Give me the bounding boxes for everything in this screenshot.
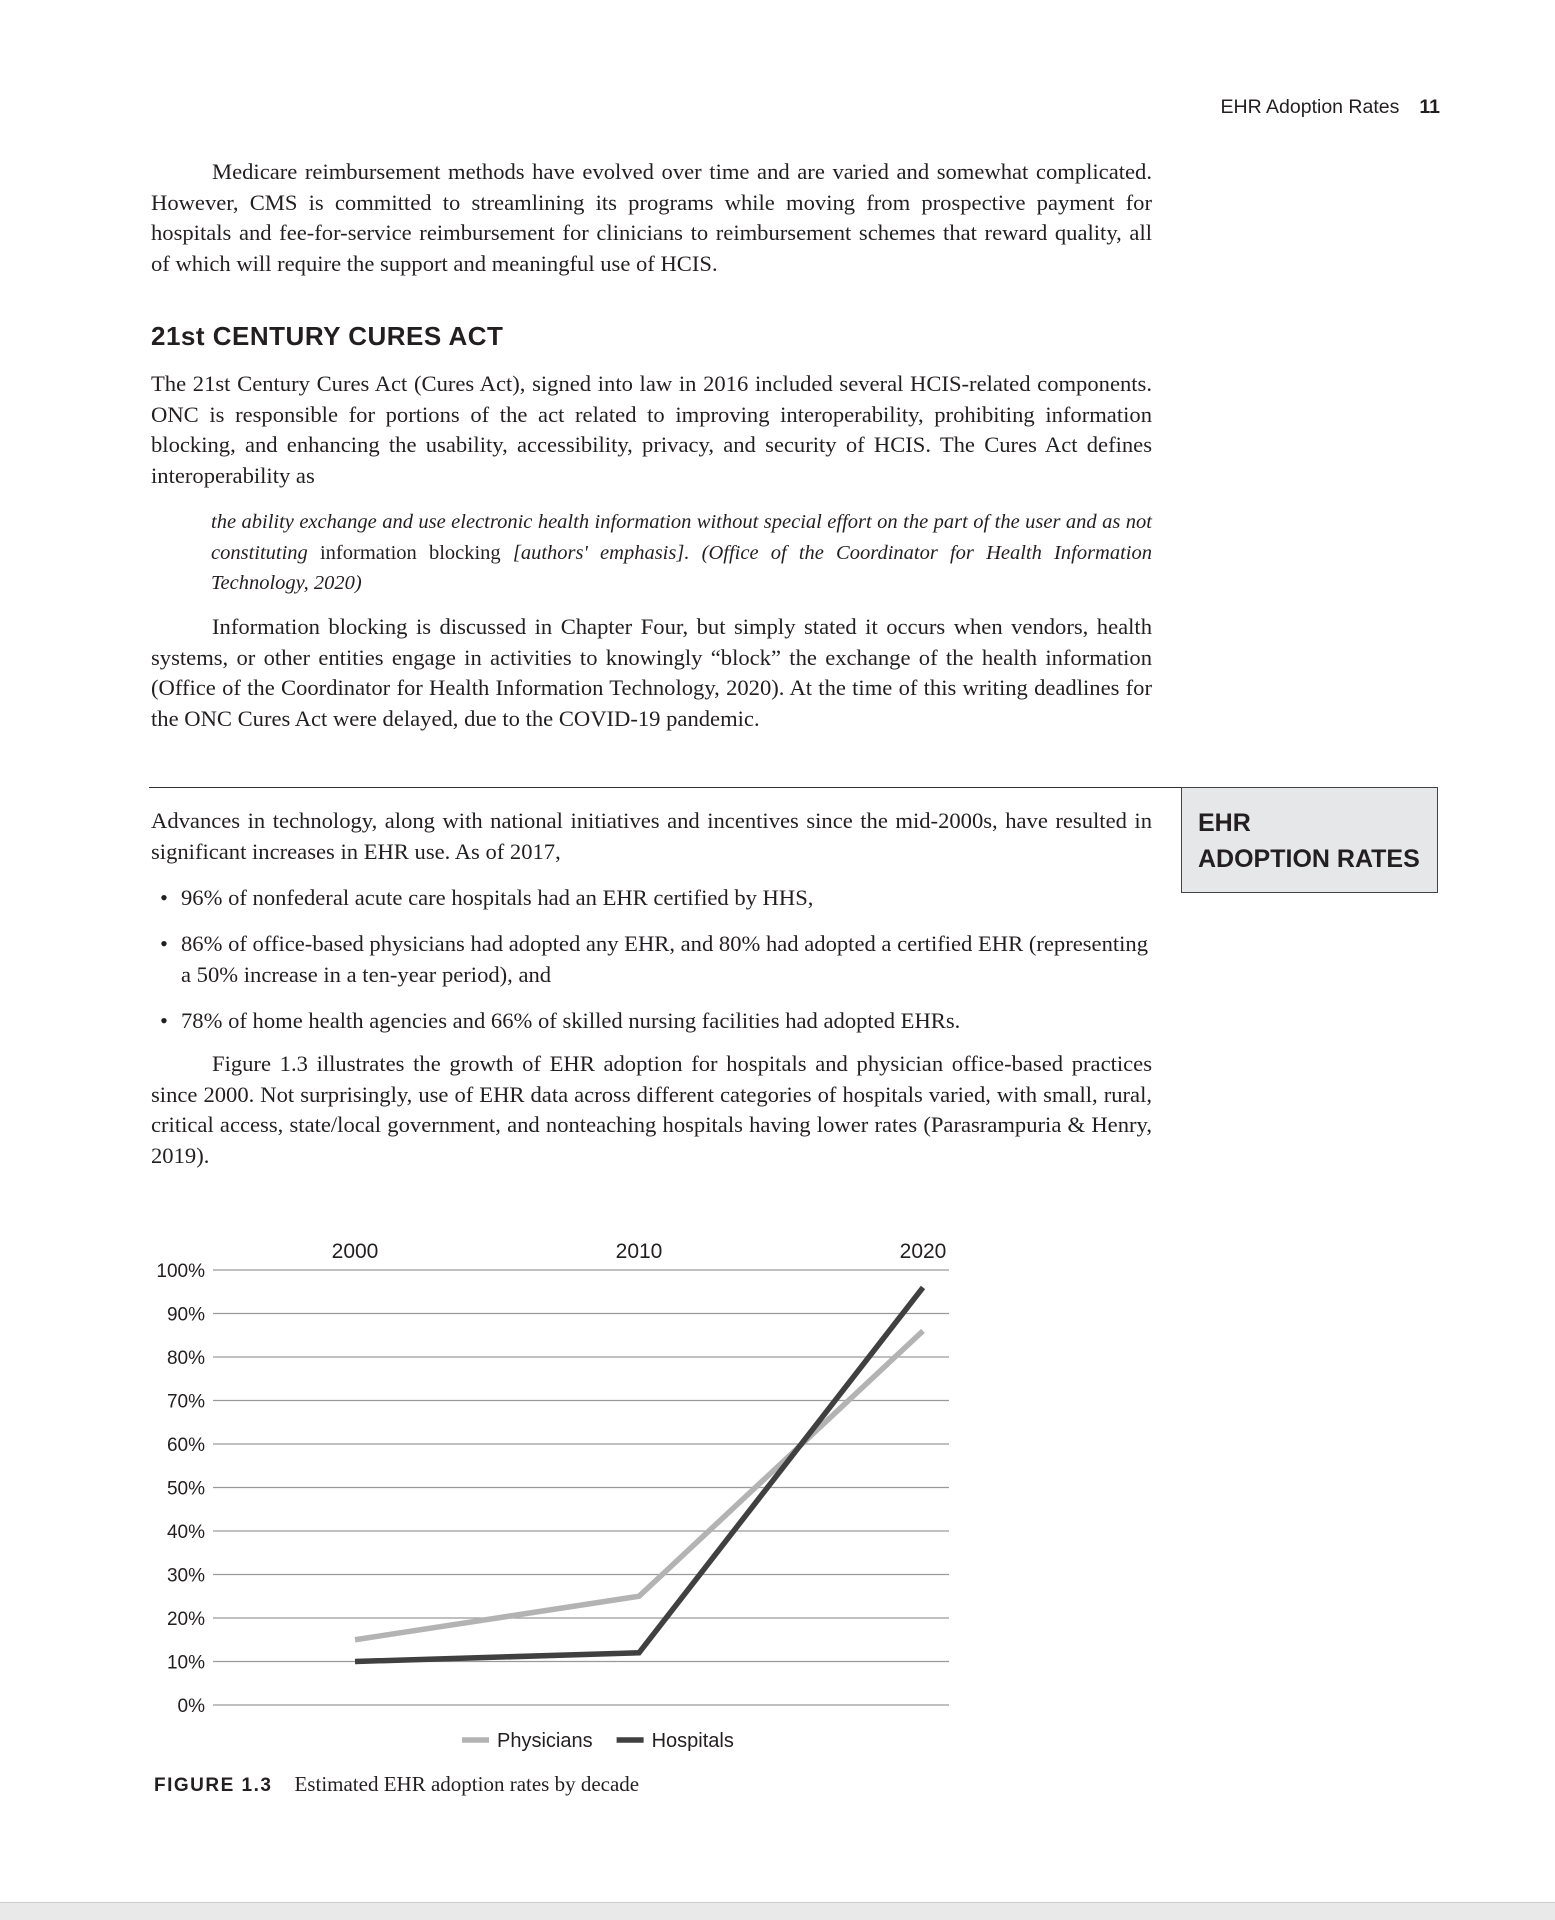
running-title: EHR Adoption Rates xyxy=(1220,96,1400,118)
margin-heading-line2: ADOPTION RATES xyxy=(1198,845,1420,873)
y-tick-label: 80% xyxy=(166,1348,205,1369)
y-tick-label: 70% xyxy=(166,1391,205,1413)
legend-label-physicians: Physicians xyxy=(497,1730,593,1752)
y-tick-label: 40% xyxy=(166,1522,205,1543)
quote-emphasis: information blocking xyxy=(307,541,513,564)
paragraph-advances: Advances in technology, along with national initiatives and incentives since the mid-2000s, have resulted in significant increases in EHR use. As of 2017, xyxy=(151,808,1152,864)
y-tick-label: 50% xyxy=(166,1478,205,1500)
series-line-hospitals xyxy=(355,1287,923,1661)
x-tick-label: 2020 xyxy=(899,1240,947,1263)
y-tick-label: 0% xyxy=(177,1696,205,1717)
y-tick-label: 90% xyxy=(166,1304,205,1326)
page-bottom-edge xyxy=(0,1902,1555,1920)
x-tick-label: 2010 xyxy=(615,1240,663,1263)
paragraph-information-blocking: Information blocking is discussed in Chapter Four, but simply stated it occurs when vendors, health systems, or other entities engage in activities to knowingly “block” the exchange of the health information (Office of the Coordinator for Health Information Technology, 2020). At the time of this writing deadlines for the ONC Cures Act were delayed, due to the COVID-19 pandemic. xyxy=(151,614,1152,731)
margin-heading-line1: EHR xyxy=(1198,809,1251,837)
list-item: • 86% of office-based physicians had adopted any EHR, and 80% had adopted a certified EHR (representing a 50% increase in a ten-year period), and xyxy=(151,929,1152,990)
quote-part: the ability exchange and use electronic health information without special effort on the part of the user and as not constituting xyxy=(211,511,1152,564)
paragraph-medicare: Medicare reimbursement methods have evolved over time and are varied and somewhat complicated. However, CMS is committed to streamlining its programs while moving from prospective payment for hospitals and fee-for-service reimbursement for clinicians to reimbursement schemes that reward quality, all of which will require the support and meaningful use of HCIS. xyxy=(151,159,1152,276)
y-tick-label: 20% xyxy=(166,1609,205,1630)
x-tick-label: 2000 xyxy=(331,1240,379,1263)
figure-caption xyxy=(154,1772,639,1797)
y-tick-label: 100% xyxy=(156,1261,205,1282)
page-number: 11 xyxy=(1419,96,1440,118)
figure-label: FIGURE 1.3 xyxy=(154,1775,273,1796)
legend-label-hospitals: Hospitals xyxy=(651,1730,734,1752)
y-tick-label: 60% xyxy=(166,1435,205,1456)
section-heading: 21st CENTURY CURES ACT xyxy=(151,321,504,351)
y-tick-label: 30% xyxy=(166,1565,205,1587)
paragraph-figure-intro: Figure 1.3 illustrates the growth of EHR adoption for hospitals and physician office-based practices since 2000. Not surprisingly, use of EHR data across different categories of hospitals varied, with small, rural, critical access, state/local government, and nonteaching hospitals having lower rates (Parasrampuria & Henry, 2019). xyxy=(151,1051,1152,1168)
y-tick-label: 10% xyxy=(166,1652,205,1674)
list-item: • 78% of home health agencies and 66% of skilled nursing facilities had adopted EHRs. xyxy=(151,1006,1152,1037)
figure-caption-text: Estimated EHR adoption rates by decade xyxy=(294,1772,640,1796)
series-line-physicians xyxy=(355,1331,923,1640)
list-item: • 96% of nonfederal acute care hospitals had an EHR certified by HHS, xyxy=(151,883,1152,914)
quote-citation: [authors' emphasis]. (Office of the Coordinator for Health Information Technology, 2020) xyxy=(211,541,1152,594)
paragraph-cures-act: The 21st Century Cures Act (Cures Act), signed into law in 2016 included several HCIS-related components. ONC is responsible for portions of the act related to improving interoperability, prohibiting information blocking, and enhancing the usability, accessibility, privacy, and security of HCIS. The Cures Act defines interoperability as xyxy=(151,371,1152,488)
